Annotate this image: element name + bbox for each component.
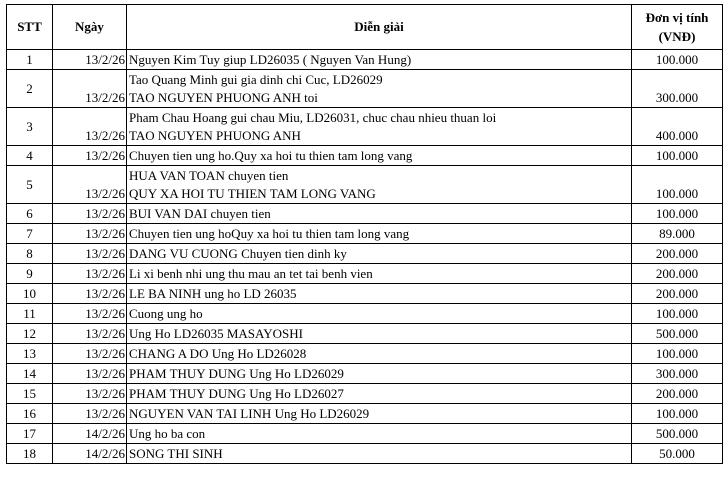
row-stt: 11 [7,304,53,324]
row-description-line: NGUYEN VAN TAI LINH Ung Ho LD26029 [129,406,370,421]
table-row [7,204,723,224]
header-unit-currency: (VNĐ) [658,29,696,44]
row-date: 13/2/26 [53,244,127,264]
table-row [7,364,723,384]
row-stt: 3 [7,108,53,146]
row-amount: 300.000 [632,70,723,108]
row-description [127,424,632,444]
header-stt: STT [7,5,53,50]
row-amount: 100.000 [632,304,723,324]
row-description-line: Chuyen tien ung hoQuy xa hoi tu thien tam long vang [129,226,410,241]
row-description-line: QUY XA HOI TU THIEN TAM LONG VANG [129,186,376,201]
row-stt: 9 [7,264,53,284]
table-row [7,344,723,364]
row-description-line: LE BA NINH ung ho LD 26035 [129,286,297,301]
row-amount: 100.000 [632,50,723,70]
table-row [7,404,723,424]
row-description-line: Chuyen tien ung ho.Quy xa hoi tu thien tam long vang [129,148,413,163]
row-date: 13/2/26 [53,404,127,424]
row-stt: 15 [7,384,53,404]
header-description: Diễn giải [127,5,632,50]
row-date: 13/2/26 [53,146,127,166]
row-description [127,364,632,384]
header-row [7,5,723,50]
row-description-line: PHAM THUY DUNG Ung Ho LD26027 [129,386,344,401]
table-row [7,108,723,146]
row-amount: 50.000 [632,444,723,464]
row-amount: 200.000 [632,244,723,264]
row-date: 13/2/26 [53,50,127,70]
row-stt: 14 [7,364,53,384]
row-description-line: TAO NGUYEN PHUONG ANH [129,128,301,143]
row-amount: 100.000 [632,146,723,166]
row-amount: 100.000 [632,404,723,424]
row-description [127,166,632,204]
row-description [127,304,632,324]
row-description-line: DANG VU CUONG Chuyen tien dinh ky [129,246,347,261]
row-amount: 300.000 [632,364,723,384]
row-description [127,264,632,284]
row-date: 14/2/26 [53,444,127,464]
table-row [7,284,723,304]
row-date: 13/2/26 [53,364,127,384]
row-amount: 400.000 [632,108,723,146]
row-description-line: Ung ho ba con [129,426,206,441]
row-description [127,344,632,364]
row-stt: 8 [7,244,53,264]
row-date: 13/2/26 [53,284,127,304]
row-date: 13/2/26 [53,264,127,284]
row-date: 13/2/26 [53,324,127,344]
row-description-line: Pham Chau Hoang gui chau Miu, LD26031, chuc chau nhieu thuan loi [129,110,497,125]
row-stt: 5 [7,166,53,204]
row-description [127,204,632,224]
row-description [127,384,632,404]
row-description-line: Nguyen Kim Tuy giup LD26035 ( Nguyen Van Hung) [129,52,412,67]
row-description [127,224,632,244]
header-unit [632,5,723,50]
row-description-line: BUI VAN DAI chuyen tien [129,206,271,221]
row-description-line: Tao Quang Minh gui gia dinh chi Cuc, LD26029 [129,72,383,87]
row-description-line: HUA VAN TOAN chuyen tien [129,168,289,183]
row-description [127,324,632,344]
row-description [127,404,632,424]
row-amount: 89.000 [632,224,723,244]
row-date: 13/2/26 [53,108,127,146]
row-stt: 1 [7,50,53,70]
row-amount: 200.000 [632,264,723,284]
table-row [7,50,723,70]
table-row [7,444,723,464]
header-unit-label: Đơn vị tính [645,10,709,25]
row-description-line: TAO NGUYEN PHUONG ANH toi [129,90,318,105]
row-date: 13/2/26 [53,166,127,204]
row-date: 13/2/26 [53,204,127,224]
row-stt: 4 [7,146,53,166]
row-date: 14/2/26 [53,424,127,444]
row-description [127,444,632,464]
row-amount: 500.000 [632,324,723,344]
row-description-line: Li xi benh nhi ung thu mau an tet tai benh vien [129,266,373,281]
table-row [7,324,723,344]
row-description-line: SONG THI SINH [129,446,223,461]
row-date: 13/2/26 [53,224,127,244]
row-amount: 500.000 [632,424,723,444]
row-stt: 17 [7,424,53,444]
table-row [7,384,723,404]
row-description [127,50,632,70]
table-row [7,224,723,244]
row-amount: 100.000 [632,166,723,204]
table-row [7,166,723,204]
row-date: 13/2/26 [53,344,127,364]
row-description-line: PHAM THUY DUNG Ung Ho LD26029 [129,366,344,381]
row-date: 13/2/26 [53,304,127,324]
row-description-line: CHANG A DO Ung Ho LD26028 [129,346,307,361]
header-date: Ngày [53,5,127,50]
row-description [127,284,632,304]
row-amount: 100.000 [632,344,723,364]
row-description [127,244,632,264]
row-stt: 12 [7,324,53,344]
row-description [127,70,632,108]
row-stt: 16 [7,404,53,424]
table-row [7,244,723,264]
row-description [127,146,632,166]
row-stt: 10 [7,284,53,304]
row-stt: 2 [7,70,53,108]
row-description-line: Ung Ho LD26035 MASAYOSHI [129,326,303,341]
row-description-line: Cuong ung ho [129,306,203,321]
row-amount: 100.000 [632,204,723,224]
table-row [7,424,723,444]
donation-table [6,4,723,464]
table-row [7,146,723,166]
row-amount: 200.000 [632,284,723,304]
row-description [127,108,632,146]
table-row [7,264,723,284]
row-stt: 7 [7,224,53,244]
table-row [7,70,723,108]
row-stt: 18 [7,444,53,464]
row-date: 13/2/26 [53,70,127,108]
table-row [7,304,723,324]
row-stt: 6 [7,204,53,224]
row-amount: 200.000 [632,384,723,404]
row-stt: 13 [7,344,53,364]
row-date: 13/2/26 [53,384,127,404]
